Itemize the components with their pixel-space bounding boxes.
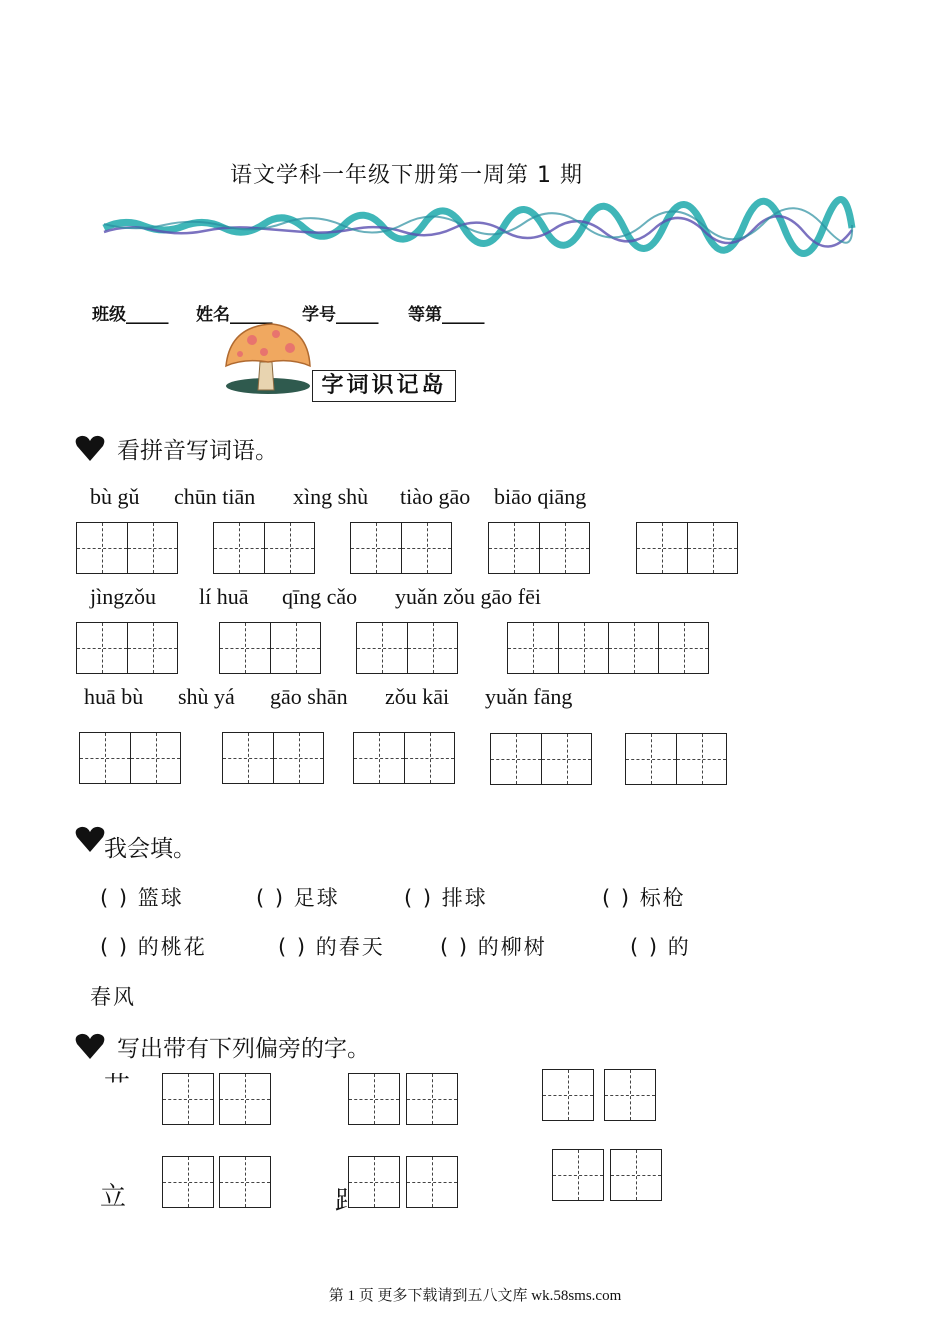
fill-item[interactable]: ( ) 排球: [404, 886, 488, 910]
writing-grid[interactable]: [222, 732, 324, 784]
writing-grid[interactable]: [219, 622, 321, 674]
writing-grid[interactable]: [356, 622, 458, 674]
decorative-wave: [104, 214, 852, 242]
pinyin-3-5: yuǎn fāng: [485, 684, 573, 709]
grade-field: 等第_____: [408, 305, 485, 325]
section-banner: 字词识记岛: [312, 370, 456, 402]
writing-grid[interactable]: [79, 732, 181, 784]
heart-icon: [75, 434, 105, 462]
pinyin-3-2: shù yá: [178, 684, 235, 709]
writing-grid[interactable]: [488, 522, 590, 574]
writing-box[interactable]: [406, 1073, 458, 1125]
writing-box[interactable]: [162, 1073, 214, 1125]
pinyin-2-3: qīng cǎo: [282, 584, 358, 609]
pinyin-2-4: yuǎn zǒu gāo fēi: [395, 584, 541, 609]
writing-box[interactable]: [542, 1069, 594, 1121]
pinyin-1-5: biāo qiāng: [494, 484, 587, 509]
section-heading-fill: 我会填。: [104, 836, 196, 862]
writing-box[interactable]: [610, 1149, 662, 1201]
writing-box[interactable]: [219, 1156, 271, 1208]
writing-grid[interactable]: [490, 733, 592, 785]
writing-grid[interactable]: [636, 522, 738, 574]
pinyin-1-4: tiào gāo: [400, 484, 471, 509]
heart-icon: [75, 825, 105, 853]
fill-item[interactable]: ( ) 的桃花: [100, 935, 207, 959]
writing-grid-4[interactable]: [507, 622, 709, 674]
heart-icon: [75, 1032, 105, 1060]
pinyin-2-2: lí huā: [199, 584, 249, 609]
student-id-field: 学号_____: [302, 305, 379, 325]
pinyin-3-4: zǒu kāi: [385, 684, 450, 709]
fill-item[interactable]: ( ) 的: [630, 935, 691, 959]
fill-item[interactable]: ( ) 的春天: [278, 935, 385, 959]
writing-box[interactable]: [162, 1156, 214, 1208]
fill-item[interactable]: ( ) 标枪: [602, 886, 686, 910]
page-title: 语文学科一年级下册第一周第 1 期: [230, 163, 583, 188]
writing-box[interactable]: [604, 1069, 656, 1121]
writing-grid[interactable]: [76, 522, 178, 574]
radical-grass: 艹: [104, 1072, 131, 1102]
pinyin-1-2: chūn tiān: [174, 484, 256, 509]
section-heading-pinyin: 看拼音写词语。: [117, 438, 278, 464]
pinyin-3-3: gāo shān: [270, 684, 348, 709]
writing-grid[interactable]: [213, 522, 315, 574]
pinyin-3-1: huā bù: [84, 684, 144, 709]
fill-item[interactable]: ( ) 足球: [256, 886, 340, 910]
pinyin-2-1: jìngzǒu: [90, 584, 156, 609]
mushroom-icon: [222, 322, 314, 396]
writing-box[interactable]: [552, 1149, 604, 1201]
writing-grid[interactable]: [625, 733, 727, 785]
fill-item[interactable]: ( ) 的柳树: [440, 935, 547, 959]
pinyin-1-3: xìng shù: [293, 484, 369, 509]
pinyin-1-1: bù gǔ: [90, 484, 140, 509]
writing-grid[interactable]: [76, 622, 178, 674]
writing-box[interactable]: [406, 1156, 458, 1208]
radical-stand: 立: [100, 1182, 127, 1212]
writing-box[interactable]: [219, 1073, 271, 1125]
fill-item[interactable]: ( ) 篮球: [100, 886, 184, 910]
writing-grid[interactable]: [353, 732, 455, 784]
section-heading-radicals: 写出带有下列偏旁的字。: [117, 1036, 370, 1062]
writing-box[interactable]: [348, 1073, 400, 1125]
radical-foot: ⻊: [334, 1186, 361, 1216]
page-footer: 第 1 页 更多下载请到五八文库 wk.58sms.com: [328, 1288, 622, 1304]
fill-item-continued: 春风: [90, 985, 136, 1009]
class-field: 班级_____: [92, 305, 169, 325]
writing-grid[interactable]: [350, 522, 452, 574]
name-field: 姓名_____: [196, 305, 273, 325]
writing-box[interactable]: [348, 1156, 400, 1208]
